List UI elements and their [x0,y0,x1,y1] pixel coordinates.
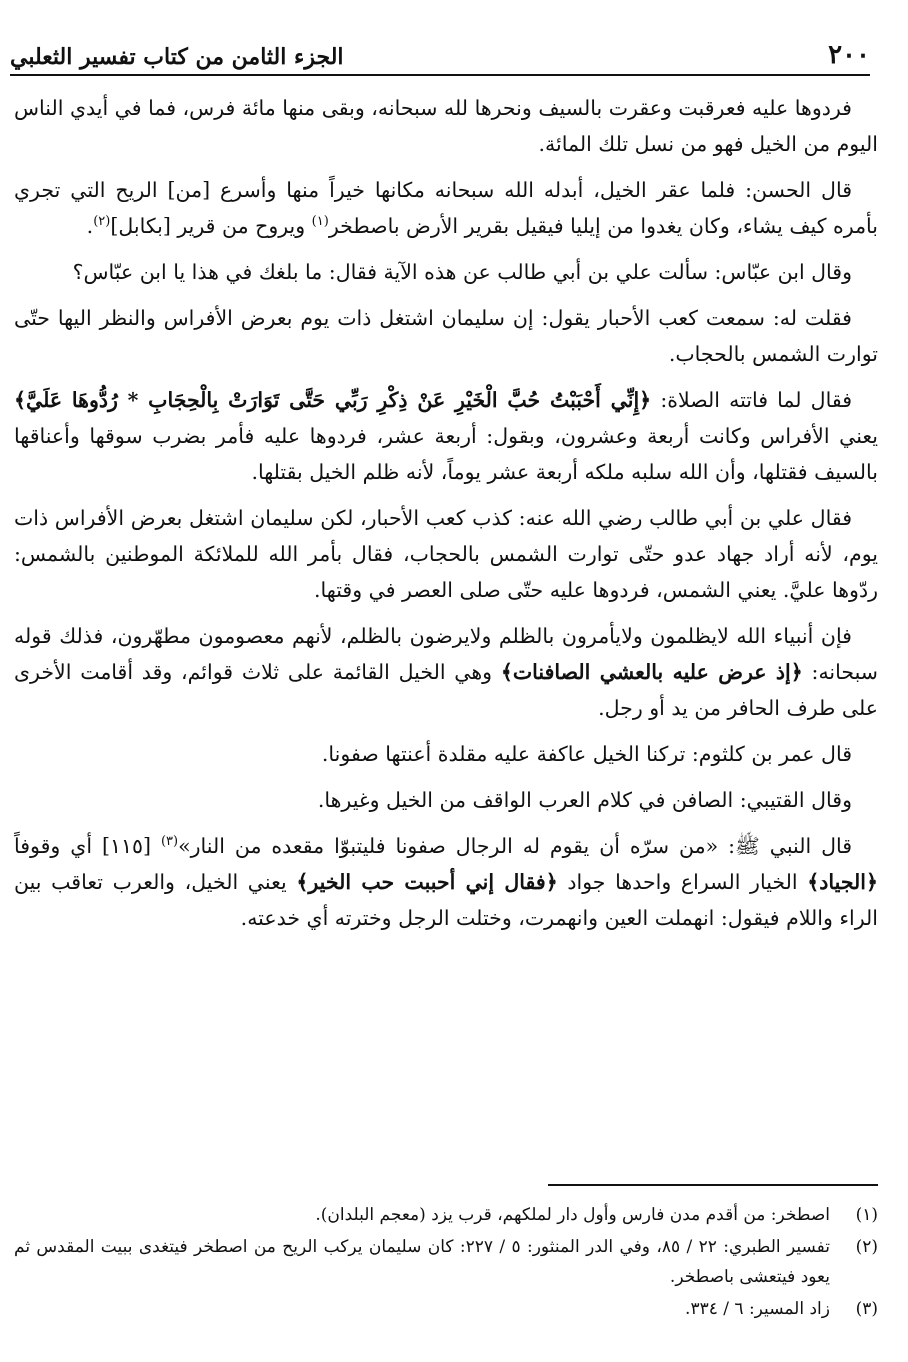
footnote-ref: (٢) [93,214,111,230]
paragraph [14,782,878,818]
footnote-text: تفسير الطبري: ٢٢ / ٨٥، وفي الدر المنثور: ٥ / ٢٢٧: كان سليمان يركب الريح من اصطخر فيتغدى ببيت المقدس ثم يعود فيتعشى باصطخر. [14,1237,830,1287]
text-run: . [86,214,94,238]
page-header [10,30,870,76]
footnote-separator [548,1184,878,1186]
paragraph [14,254,878,290]
text-run: وهي الخيل القائمة على ثلاث قوائم، وقد أقامت الأخرى على طرف الحافر من يد أو رجل. [14,660,878,720]
footnote [14,1200,878,1230]
quran-verse: ﴿إذ عرض عليه بالعشي الصافنات﴾ [500,660,803,684]
paragraph [14,736,878,772]
text-run: يعني الخيل، والعرب تعاقب بين الراء واللام فيقول: انهملت العين وانهمرت، وختلت الرجل وخترته أي خدعته. [14,870,878,930]
paragraph [14,618,878,726]
quran-verse: ﴿فقال إني أحببت حب الخير﴾ [296,870,558,894]
footnote-number: (٣) [855,1299,878,1319]
paragraph [14,828,878,936]
text-run: فقلت له: سمعت كعب الأحبار يقول: إن سليمان اشتغل ذات يوم بعرض الأفراس والنظر اليها حتّى توارت الشمس بالحجاب. [14,306,878,366]
text-run: [١١٥] أي وقوفاً [14,834,161,858]
text-run: الخيار السراع واحدها جواد [557,870,808,894]
footnote-ref: (٣) [160,834,179,850]
paragraph [14,382,878,490]
footnote-number: (٢) [855,1237,878,1257]
footnote [14,1232,878,1292]
paragraph [14,90,878,162]
text-run: فإن أنبياء الله لايظلمون ولايأمرون بالظلم ولايرضون بالظلم، لأنهم معصومون مطهّرون، فذلك قوله سبحانه: [14,624,878,684]
text-run: فقال لما فاتته الصلاة: [651,388,852,412]
text-run: قال عمر بن كلثوم: تركنا الخيل عاكفة عليه مقلدة أعنتها صفونا. [321,742,852,766]
footnote-text: اصطخر: من أقدم مدن فارس وأول دار لملكهم، قرب يزد (معجم البلدان). [315,1205,830,1225]
paragraph [14,500,878,608]
text-run: فردوها عليه فعرقبت وعقرت بالسيف ونحرها لله سبحانه، وبقى منها مائة فرس، فما في أيدي الناس اليوم من الخيل فهو من نسل تلك المائة. [14,96,878,156]
footnote-text: زاد المسير: ٦ / ٣٣٤. [685,1299,830,1319]
paragraph [14,300,878,372]
text-run: قال الحسن: فلما عقر الخيل، أبدله الله سبحانه مكانها خيراً منها وأسرع [من] الريح التي تجري بأمره كيف يشاء، وكان يغدوا من إيليا فيقيل بقرير الأرض باصطخر [14,178,878,238]
footnotes [14,1200,878,1326]
footnote [14,1294,878,1324]
footnote-ref: (١) [311,214,329,230]
text-run: فقال علي بن أبي طالب رضي الله عنه: كذب كعب الأحبار، لكن سليمان اشتغل بعرض الأفراس ذات يوم، لأنه أراد جهاد عدو حتّى توارت الشمس بالحجاب، فقال بأمر الله للملائكة الموطنين بالشمس: ردّوها عليَّ. يعني الشمس، فردوها عليه حتّى صلى العصر في وقتها. [14,506,878,602]
main-text [14,90,878,946]
page-number: ٢٠٠ [828,40,870,70]
quran-verse: ﴿إِنِّي أَحْبَبْتُ حُبَّ الْخَيْرِ عَنْ ذِكْرِ رَبِّي حَتَّى تَوَارَتْ بِالْحِجَابِ * رُدُّوهَا عَلَيَّ﴾ [14,388,652,412]
text-run: وقال القتيبي: الصافن في كلام العرب الواقف من الخيل وغيرها. [317,788,852,812]
paragraph [14,172,878,244]
footnote-number: (١) [855,1205,878,1225]
quran-verse: ﴿الجياد﴾ [807,870,879,894]
text-run: وقال ابن عبّاس: سألت علي بن أبي طالب عن هذه الآية فقال: ما بلغك في هذا يا ابن عبّاس؟ [72,260,852,284]
running-title: الجزء الثامن من كتاب تفسير الثعلبي [10,44,344,70]
text-run: قال النبي ﷺ: «من سرّه أن يقوم له الرجال صفونا فليتبوّا مقعده من النار» [178,834,853,858]
text-run: يعني الأفراس وكانت أربعة وعشرون، وبقول: أربعة عشر، فردوها عليه فأمر بضرب سوقها وأعناقها بالسيف فقتلها، وأن الله سلبه ملكه أربعة عشر يوماً، لأنه ظلم الخيل بقتلها. [14,424,878,484]
text-run: ويروح من قرير [بكابل] [110,214,312,238]
